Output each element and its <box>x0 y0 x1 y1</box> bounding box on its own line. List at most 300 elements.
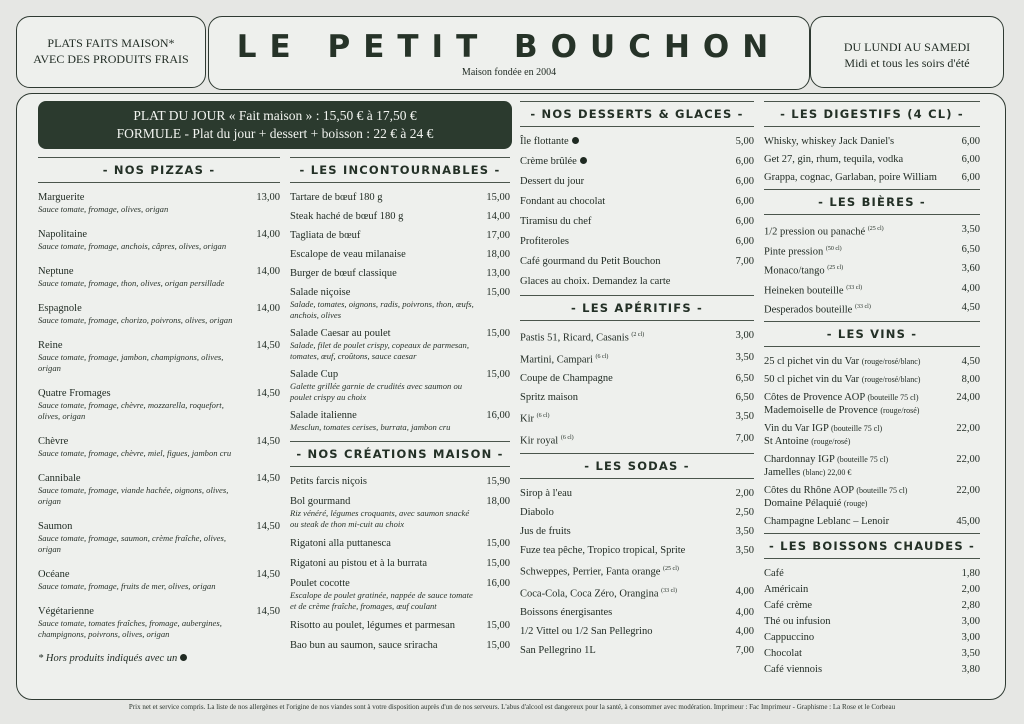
item-price: 14,50 <box>256 606 280 617</box>
item-name-text: Jus de fruits <box>520 526 571 537</box>
item-description: Sauce tomate, fromage, chèvre, miel, figues, jambon cru <box>38 448 232 458</box>
item-name <box>38 472 246 485</box>
item-name-line2-text: Domaine Pélaquié <box>764 497 842 509</box>
menu-item <box>764 615 980 628</box>
item-description: Sauce tomate, fromage, chorizo, poivrons, olives, origan <box>38 315 233 325</box>
item-price: 14,00 <box>256 266 280 277</box>
bieres-list <box>764 223 980 317</box>
item-description: Sauce tomate, fromage, olives, origan <box>38 204 169 214</box>
item-detail: (blanc) 22,00 € <box>802 467 852 477</box>
item-description: Sauce tomate, fromage, fruits de mer, olives, origan <box>38 581 216 591</box>
header-brand-box <box>208 16 810 90</box>
item-price: 2,00 <box>735 488 754 499</box>
item-price: 6,00 <box>961 136 980 147</box>
item-name <box>290 577 476 590</box>
item-price: 4,50 <box>961 302 980 313</box>
item-name-text: Burger de bœuf classique <box>290 268 397 279</box>
item-name <box>520 487 720 500</box>
item-name-text: Pinte pression <box>764 246 824 257</box>
item-name-text: Chèvre <box>38 436 69 447</box>
item-detail: (rouge/rosé/blanc) <box>861 374 921 384</box>
item-price: 15,00 <box>486 620 510 631</box>
item-price: 22,00 <box>956 422 980 434</box>
item-name <box>520 606 720 619</box>
item-name-line2 <box>764 404 946 417</box>
item-name-text: Espagnole <box>38 303 82 314</box>
item-price: 3,50 <box>735 526 754 537</box>
menu-item <box>38 302 280 326</box>
vins-list <box>764 355 980 528</box>
item-name-text: Chocolat <box>764 647 802 659</box>
item-name <box>520 255 720 268</box>
item-price: 3,50 <box>735 351 754 363</box>
item-name-text: Desperados bouteille <box>764 304 853 316</box>
item-volume: (6 cl) <box>595 353 609 360</box>
menu-item <box>520 487 754 500</box>
item-price: 6,00 <box>735 196 754 207</box>
item-name <box>520 410 720 426</box>
header-left-box <box>16 16 206 88</box>
menu-item <box>290 537 510 550</box>
item-name <box>764 301 946 317</box>
item-price: 14,00 <box>486 211 510 222</box>
section-title-aperitifs: - LES APÉRITIFS - <box>520 295 754 321</box>
item-name-text: Crème brûlée <box>520 156 577 167</box>
item-name-text: 1/2 Vittel ou 1/2 San Pellegrino <box>520 626 653 637</box>
menu-item <box>764 484 980 510</box>
item-price: 14,50 <box>256 521 280 532</box>
item-name <box>764 484 946 497</box>
item-name <box>520 155 720 168</box>
item-price: 7,00 <box>735 645 754 656</box>
menu-item <box>764 515 980 528</box>
item-price: 5,00 <box>735 136 754 147</box>
menu-item <box>520 135 754 148</box>
menu-item <box>290 229 510 242</box>
menu-item <box>38 339 280 374</box>
item-name-text: Tagliata de bœuf <box>290 230 361 241</box>
item-name <box>764 422 946 435</box>
item-name <box>520 195 720 208</box>
header-left-line2: AVEC DES PRODUITS FRAIS <box>33 52 189 66</box>
menu-item <box>38 435 280 459</box>
menu-item <box>290 327 510 362</box>
item-volume: (25 cl) <box>827 265 844 271</box>
item-name-text: Tartare de bœuf 180 g <box>290 192 383 203</box>
menu-item <box>38 265 280 289</box>
item-detail: (bouteille 75 cl) <box>856 485 908 495</box>
item-name <box>520 544 720 557</box>
item-name <box>520 525 720 538</box>
item-name-text: Café gourmand du Petit Bouchon <box>520 256 661 267</box>
item-price: 6,50 <box>735 392 754 403</box>
desserts-list <box>520 135 754 288</box>
item-detail: (bouteille 75 cl) <box>837 454 889 464</box>
section-title-desserts: - NOS DESSERTS & GLACES - <box>520 101 754 127</box>
item-name-text: Steak haché de bœuf 180 g <box>290 211 404 222</box>
menu-item <box>290 267 510 280</box>
aperitifs-list <box>520 329 754 447</box>
menu-item <box>520 155 754 168</box>
item-name <box>520 432 720 448</box>
item-volume: (25 cl) <box>867 226 884 232</box>
item-name-text: Neptune <box>38 266 74 277</box>
section-title-bieres: - LES BIÈRES - <box>764 189 980 215</box>
item-name <box>290 286 476 299</box>
item-price: 3,00 <box>735 330 754 341</box>
item-price: 45,00 <box>956 515 980 527</box>
item-name-text: Risotto au poulet, légumes et parmesan <box>290 620 456 631</box>
item-name <box>38 339 246 352</box>
item-price: 24,00 <box>956 391 980 403</box>
item-name <box>764 663 946 676</box>
item-name-text: Escalope de veau milanaise <box>290 249 406 260</box>
item-description: Sauce tomate, fromage, chèvre, mozzarella, roquefort, olives, origan <box>38 400 224 421</box>
item-price: 14,50 <box>256 436 280 447</box>
item-price: 16,00 <box>486 578 510 589</box>
menu-item <box>520 351 754 367</box>
item-volume: (33 cl) <box>846 284 863 291</box>
item-price: 14,50 <box>256 473 280 484</box>
item-name <box>764 599 946 612</box>
menu-item <box>520 525 754 538</box>
item-name <box>38 302 246 315</box>
item-name <box>764 453 946 466</box>
item-name-text: Café crème <box>764 599 813 611</box>
item-name <box>290 409 476 422</box>
menu-item <box>38 568 280 592</box>
item-price: 4,00 <box>735 607 754 618</box>
item-price: 18,00 <box>486 249 510 260</box>
item-name-text: Océane <box>38 569 70 580</box>
item-volume: (2 cl) <box>631 332 645 338</box>
menu-item <box>520 215 754 228</box>
item-detail: (bouteille 75 cl) <box>831 423 883 433</box>
item-detail: (rouge/rosé/blanc) <box>861 356 921 366</box>
item-name-text: Île flottante <box>520 136 569 147</box>
item-name-text: Salade Cup <box>290 369 339 380</box>
menu-item <box>520 275 754 288</box>
item-name-text: Bao bun au saumon, sauce sriracha <box>290 640 438 651</box>
item-name <box>38 605 246 618</box>
item-name <box>520 644 720 657</box>
item-name <box>764 373 946 386</box>
item-price: 2,00 <box>961 583 980 595</box>
item-name-text: Bol gourmand <box>290 496 351 507</box>
item-price: 3,60 <box>961 263 980 274</box>
menu-item <box>38 520 280 555</box>
section-title-pizzas: - NOS PIZZAS - <box>38 157 280 183</box>
item-detail: (rouge/rosé) <box>880 405 920 415</box>
item-price: 15,00 <box>486 287 510 298</box>
item-name-text: Quatre Fromages <box>38 388 111 399</box>
menu-item <box>38 387 280 422</box>
item-name <box>764 615 946 628</box>
item-name <box>38 265 246 278</box>
item-name-text: 50 cl pichet vin du Var <box>764 373 860 385</box>
menu-item <box>520 235 754 248</box>
item-detail: (bouteille 75 cl) <box>867 392 919 402</box>
menu-item <box>764 282 980 298</box>
item-price: 4,00 <box>735 626 754 637</box>
menu-item <box>520 329 754 345</box>
menu-item <box>520 410 754 426</box>
item-name-text: Pastis 51, Ricard, Casanis <box>520 332 629 344</box>
menu-item <box>520 625 754 638</box>
footer-legal-text: Prix net et service compris. La liste de nos allergènes et l'origine de nos viandes sont à votre disposition auprès d'un de nos serveurs. L'abus d'alcool est dangereux pour la santé, à consommer avec modération. Imprimeur : Fac Imprimeur - Graphisme : La Rose et le Corbeau <box>128 703 896 711</box>
homemade-note-text: * Hors produits indiqués avec un <box>38 653 178 664</box>
section-title-chaudes: - LES BOISSONS CHAUDES - <box>764 533 980 559</box>
item-name <box>520 391 720 404</box>
item-price: 16,00 <box>486 410 510 421</box>
item-name-text: Rigatoni au pistou et à la burrata <box>290 558 428 569</box>
item-price: 2,80 <box>961 599 980 611</box>
item-name <box>764 391 946 404</box>
menu-item <box>764 583 980 596</box>
item-volume: (33 cl) <box>661 587 677 594</box>
item-name <box>764 262 946 278</box>
item-name <box>290 639 476 652</box>
item-price: 3,80 <box>961 663 980 675</box>
item-price: 13,00 <box>256 192 280 203</box>
item-name-text: Kir royal <box>520 435 559 446</box>
item-name <box>520 235 720 248</box>
menu-item <box>764 243 980 259</box>
item-name <box>38 387 246 400</box>
item-name-text: Coupe de Champagne <box>520 373 613 384</box>
item-name-text: Glaces au choix. Demandez la carte <box>520 276 671 287</box>
item-description: Sauce tomate, fromage, thon, olives, origan persillade <box>38 278 225 288</box>
item-name-text: Chardonnay IGP <box>764 453 835 465</box>
item-name <box>38 435 246 448</box>
item-name-text: Fondant au chocolat <box>520 196 606 207</box>
item-name <box>764 135 946 148</box>
item-name-text: Monaco/tango <box>764 265 825 277</box>
item-name-text: San Pellegrino 1L <box>520 645 596 656</box>
item-name <box>290 210 476 223</box>
item-description: Sauce tomate, fromage, saumon, crème fraîche, olives, origan <box>38 533 226 554</box>
item-name-line2-text: St Antoine <box>764 435 809 447</box>
sodas-list <box>520 487 754 657</box>
menu-item <box>38 228 280 252</box>
pizzas-list <box>38 191 280 640</box>
item-name <box>290 368 476 381</box>
item-volume: (33 cl) <box>854 304 871 310</box>
item-name <box>764 153 946 166</box>
menu-item <box>764 301 980 317</box>
item-name-text: Profiteroles <box>520 236 569 247</box>
menu-item <box>764 355 980 368</box>
menu-item <box>38 472 280 507</box>
dot-icon <box>572 137 579 144</box>
column-drinks <box>764 101 980 679</box>
banner-line1: PLAT DU JOUR « Fait maison » : 15,50 € à 17,50 € <box>133 108 417 123</box>
menu-item <box>764 567 980 580</box>
item-name-text: Boissons énergisantes <box>520 607 613 618</box>
item-name <box>520 506 720 519</box>
item-price: 3,00 <box>961 631 980 643</box>
menu-item <box>520 432 754 448</box>
item-name <box>290 475 476 488</box>
menu-item <box>520 585 754 601</box>
item-price: 2,50 <box>735 507 754 518</box>
item-price: 3,50 <box>961 224 980 235</box>
item-description: Galette grillée garnie de crudités avec saumon ou poulet crispy au choix <box>290 381 463 402</box>
item-detail: (rouge/rosé) <box>811 436 851 446</box>
item-name-text: Saumon <box>38 521 73 532</box>
item-name-line2 <box>764 497 946 510</box>
section-title-digestifs: - LES DIGESTIFS (4 CL) - <box>764 101 980 127</box>
item-name-text: Martini, Campari <box>520 354 593 365</box>
menu-item <box>290 619 510 632</box>
item-name-text: Whisky, whiskey Jack Daniel's <box>764 136 895 147</box>
item-name-text: Petits farcis niçois <box>290 476 367 487</box>
item-name-text: Grappa, cognac, Garlaban, poire William <box>764 172 937 183</box>
header-right-line1: DU LUNDI AU SAMEDI <box>843 40 971 54</box>
item-name-text: Salade Caesar au poulet <box>290 328 391 339</box>
homemade-note <box>38 653 280 664</box>
section-title-incontournables: - LES INCONTOURNABLES - <box>290 157 510 183</box>
menu-item <box>764 153 980 166</box>
item-name <box>520 351 720 367</box>
menu-item <box>520 544 754 557</box>
item-name-text: Fuze tea pêche, Tropico tropical, Sprite <box>520 545 686 556</box>
column-mains <box>290 157 510 659</box>
item-name <box>290 191 476 204</box>
item-name <box>290 248 476 261</box>
item-name <box>290 327 476 340</box>
item-name-text: Schweppes, Perrier, Fanta orange <box>520 566 661 578</box>
item-name <box>520 135 720 148</box>
menu-item <box>290 495 510 530</box>
menu-item <box>520 175 754 188</box>
item-name-text: Marguerite <box>38 192 85 203</box>
menu-item <box>764 663 980 676</box>
item-name-text: Café <box>764 567 784 579</box>
item-price: 3,50 <box>735 545 754 556</box>
menu-item <box>764 453 980 479</box>
menu-item <box>520 644 754 657</box>
item-name <box>520 175 720 188</box>
menu-item <box>290 475 510 488</box>
item-name <box>520 329 720 345</box>
item-name-text: Kir <box>520 413 534 425</box>
item-name-text: Coca-Cola, Coca Zéro, Orangina <box>520 588 659 599</box>
menu-item <box>764 422 980 448</box>
menu-item <box>290 248 510 261</box>
founded-text: Maison fondée en 2004 <box>461 67 557 78</box>
item-volume: (50 cl) <box>825 245 842 252</box>
item-name <box>764 631 946 644</box>
menu-item <box>290 286 510 321</box>
brand-title: LE PETIT BOUCHON <box>236 29 782 65</box>
item-name <box>764 355 946 368</box>
item-name-text: Thé ou infusion <box>764 615 831 627</box>
item-name <box>764 583 946 596</box>
column-pizzas <box>38 157 280 664</box>
menu-item <box>764 223 980 239</box>
dot-icon <box>180 654 187 661</box>
item-name <box>764 171 946 184</box>
item-price: 3,00 <box>961 615 980 627</box>
item-name <box>764 223 946 239</box>
item-price: 15,00 <box>486 369 510 380</box>
plat-du-jour-banner <box>38 101 512 149</box>
digestifs-list <box>764 135 980 184</box>
menu-item <box>520 372 754 385</box>
item-price: 15,00 <box>486 558 510 569</box>
item-name-text: Poulet cocotte <box>290 578 350 589</box>
banner-line2: FORMULE - Plat du jour + dessert + boisson : 22 € à 24 € <box>116 126 434 141</box>
item-name-text: Reine <box>38 340 63 351</box>
item-description: Riz vénéré, légumes croquants, avec saumon snacké ou steak de thon mi-cuit au choix <box>290 508 470 529</box>
item-price: 4,50 <box>961 355 980 367</box>
menu-item <box>764 135 980 148</box>
item-price: 14,50 <box>256 388 280 399</box>
item-price: 6,00 <box>735 216 754 227</box>
menu-item <box>764 373 980 386</box>
item-name-line2-text: Jamelles <box>764 466 801 478</box>
item-price: 6,00 <box>735 156 754 167</box>
item-name-text: Café viennois <box>764 663 823 675</box>
item-name <box>520 563 720 579</box>
item-price: 22,00 <box>956 453 980 465</box>
item-name <box>520 215 720 228</box>
item-price: 6,00 <box>961 172 980 183</box>
item-name <box>764 647 946 660</box>
creations-list <box>290 475 510 652</box>
item-price: 15,00 <box>486 640 510 651</box>
item-name-text: Vin du Var IGP <box>764 422 829 434</box>
item-name-text: Américain <box>764 583 809 595</box>
menu-item <box>520 255 754 268</box>
incontournables-list <box>290 191 510 433</box>
item-price: 4,00 <box>735 585 754 597</box>
menu-item <box>290 409 510 433</box>
menu-item <box>290 557 510 570</box>
item-name <box>290 537 476 550</box>
menu-item <box>520 606 754 619</box>
item-name <box>764 567 946 580</box>
item-name-text: 1/2 pression ou panaché <box>764 226 866 238</box>
chaudes-list <box>764 567 980 676</box>
item-price: 14,00 <box>256 229 280 240</box>
menu-item <box>290 368 510 403</box>
item-price: 6,50 <box>961 243 980 255</box>
item-name <box>290 495 476 508</box>
item-name-text: Végétarienne <box>38 606 94 617</box>
item-name-text: Rigatoni alla puttanesca <box>290 538 391 549</box>
item-price: 14,50 <box>256 569 280 580</box>
item-name-text: Tiramisu du chef <box>520 216 592 227</box>
item-description: Mesclun, tomates cerises, burrata, jambon cru <box>290 422 451 432</box>
item-price: 18,00 <box>486 496 510 507</box>
menu-item <box>290 639 510 652</box>
item-description: Sauce tomate, fromage, jambon, champignons, olives, origan <box>38 352 224 373</box>
item-price: 15,00 <box>486 328 510 339</box>
item-price: 6,50 <box>735 373 754 384</box>
item-name <box>290 557 476 570</box>
item-price: 6,00 <box>735 176 754 187</box>
item-name <box>520 275 720 288</box>
item-description: Sauce tomate, fromage, anchois, câpres, olives, origan <box>38 241 227 251</box>
item-name <box>290 229 476 242</box>
item-price: 17,00 <box>486 230 510 241</box>
menu-item <box>290 191 510 204</box>
item-price: 15,00 <box>486 192 510 203</box>
item-name <box>520 625 720 638</box>
item-name <box>764 243 946 259</box>
